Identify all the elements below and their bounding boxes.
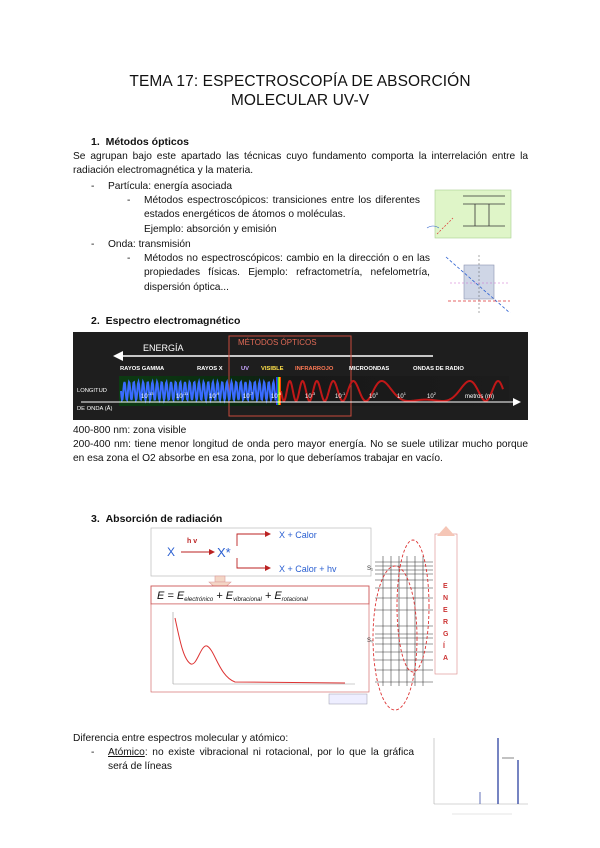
- atomic-line-spectrum: [422, 734, 532, 820]
- hv-label: h v: [187, 538, 198, 545]
- atomico-term: Atómico: [108, 747, 145, 758]
- energia-letter: E: [443, 607, 448, 614]
- section-1-intro: Se agrupan bajo este apartado las técnicas cuyo fundamento comporta la interrelación entre la radiación electromagnética y la materia.: [73, 151, 528, 177]
- region-visible: VISIBLE: [261, 366, 284, 372]
- sub-bullet-dash: -: [127, 195, 131, 206]
- page-title: TEMA 17: ESPECTROSCOPÍA DE ABSORCIÓN: [129, 73, 471, 90]
- sub-bullet-dash: -: [127, 253, 131, 264]
- wavelength-tick: $10^{-13}$: [141, 391, 154, 400]
- atomico-text: [108, 746, 414, 775]
- energia-letter: G: [443, 631, 449, 638]
- visible-range-text: 400-800 nm: zona visible: [73, 425, 187, 436]
- longitud-label-2: DE ONDA (Å): [77, 406, 113, 412]
- wavelength-tick: $10^0$: [369, 391, 378, 400]
- region-uv: UV: [241, 366, 250, 372]
- unit-label: metros (m): [465, 394, 494, 400]
- wavelength-tick: $10^{-11}$: [176, 391, 189, 400]
- longitud-label: LONGITUD: [77, 388, 107, 394]
- energia-letter: Í: [443, 643, 445, 650]
- section-2-heading: 2. Espectro electromagnético: [91, 315, 241, 327]
- wavelength-tick: $10^{-7}$: [243, 391, 254, 400]
- bullet-dash: -: [91, 747, 95, 758]
- section-1-heading: 1. Métodos ópticos: [91, 136, 190, 148]
- wavelength-tick: $10^{-9}$: [209, 391, 220, 400]
- energia-letter: A: [443, 655, 449, 662]
- bullet-dash: -: [91, 181, 95, 192]
- region-rayos-x: RAYOS X: [197, 366, 223, 372]
- region-microondas: MICROONDAS: [349, 366, 390, 372]
- bullet-dash: -: [91, 239, 95, 250]
- energia-letter: E: [443, 583, 448, 590]
- energia-letter: R: [443, 619, 449, 626]
- energia-letter: N: [443, 595, 449, 602]
- electromagnetic-spectrum-figure: [73, 332, 528, 420]
- wavelength-tick: $10^2$: [427, 391, 436, 400]
- bullet-particula: Partícula: energía asociada: [108, 181, 233, 192]
- refraction-diagram: [444, 255, 514, 317]
- bullet-onda: Onda: transmisión: [108, 239, 191, 250]
- page-title-line2: MOLECULAR UV-V: [230, 92, 370, 109]
- wavelength-tick: $10^1$: [397, 391, 406, 400]
- wavelength-tick: $10^{-1}$: [335, 391, 346, 400]
- uv-range-text: 200-400 nm: tiene menor longitud de onda pero mayor energía. No se suele utilizar mucho porque en esa zona el O2 absorbe en esa zona, por lo que deberíamos trabajar en vacío.: [73, 439, 528, 465]
- sub-bullet-example: Ejemplo: absorción y emisión: [144, 224, 277, 235]
- region-gamma: RAYOS GAMMA: [120, 366, 165, 372]
- region-radio: ONDAS DE RADIO: [413, 366, 464, 372]
- s1-label: S₁: [367, 566, 374, 572]
- section-3-heading: 3. Absorción de radiación: [91, 513, 223, 525]
- atomico-rest: : no existe vibracional ni rotacional, por lo que la gráfica será de líneas: [108, 747, 414, 773]
- wavelength-tick: $10^{-5}$: [271, 391, 282, 400]
- sub-bullet-espectroscopicos: Métodos espectroscópicos: transiciones entre los diferentes estados energéticos de átomos o moléculas.: [144, 195, 420, 221]
- absorption-diagram: [145, 526, 465, 714]
- difference-intro: Diferencia entre espectros molecular y atómico:: [73, 733, 289, 744]
- region-infrarrojo: INFRARROJO: [295, 366, 334, 372]
- energy-formula: E = Eelectrónico + Evibracional + Erotacional: [157, 590, 308, 603]
- x-label: X: [167, 545, 176, 559]
- metodos-opticos-label: MÉTODOS ÓPTICOS: [238, 338, 317, 347]
- xstar-label: X*: [217, 545, 231, 560]
- energia-label: ENERGÍA: [143, 343, 184, 353]
- sub-bullet-no-espectroscopicos: Métodos no espectroscópicos: cambio en la dirección o en las propiedades físicas. Ejemplo: refractometría, nefelometría, dispersión óptica...: [144, 253, 430, 293]
- calor-label: X + Calor: [279, 530, 317, 540]
- calor-hv-label: X + Calor + hv: [279, 564, 337, 574]
- wavelength-tick: $10^{-3}$: [305, 391, 316, 400]
- energy-levels-diagram: [423, 188, 519, 240]
- s0-label: S₀: [367, 638, 374, 644]
